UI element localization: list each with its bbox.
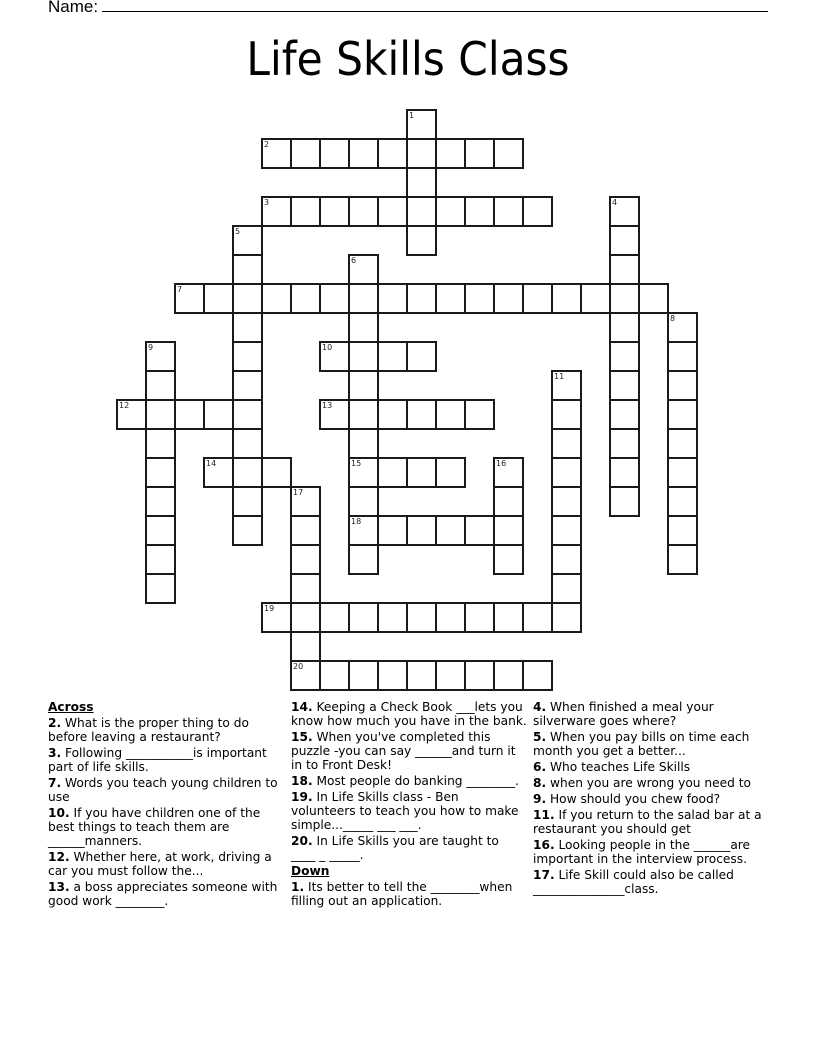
crossword-cell[interactable] bbox=[464, 602, 495, 633]
clue-number: 18 bbox=[351, 517, 362, 526]
crossword-cell[interactable] bbox=[638, 283, 669, 314]
crossword-cell[interactable] bbox=[609, 428, 640, 459]
crossword-cell[interactable] bbox=[290, 515, 321, 546]
clue-down-17: 17. Life Skill could also be called _______________class. bbox=[533, 868, 734, 896]
crossword-cell[interactable] bbox=[435, 138, 466, 169]
crossword-cell[interactable] bbox=[609, 225, 640, 256]
crossword-cell[interactable] bbox=[203, 457, 234, 488]
clue-number: 2 bbox=[264, 140, 270, 149]
crossword-cell[interactable] bbox=[551, 399, 582, 430]
crossword-cell[interactable] bbox=[348, 370, 379, 401]
crossword-cell[interactable] bbox=[464, 283, 495, 314]
crossword-cell[interactable] bbox=[232, 457, 263, 488]
crossword-cell[interactable] bbox=[348, 428, 379, 459]
crossword-cell[interactable] bbox=[348, 341, 379, 372]
crossword-cell[interactable] bbox=[203, 283, 234, 314]
crossword-cell[interactable] bbox=[435, 515, 466, 546]
crossword-cell[interactable] bbox=[493, 138, 524, 169]
crossword-cell[interactable] bbox=[348, 399, 379, 430]
clue-across-20: 20. In Life Skills you are taught to ____ _ _____. bbox=[291, 834, 499, 862]
crossword-cell[interactable] bbox=[145, 428, 176, 459]
crossword-cell[interactable] bbox=[377, 515, 408, 546]
crossword-cell[interactable] bbox=[261, 602, 292, 633]
down-heading: Down bbox=[291, 864, 330, 878]
crossword-cell[interactable] bbox=[667, 515, 698, 546]
clue-number: 8 bbox=[670, 314, 676, 323]
crossword-cell[interactable] bbox=[406, 167, 437, 198]
clue-down-11: 11. If you return to the salad bar at a restaurant you should get bbox=[533, 808, 762, 836]
crossword-cell[interactable] bbox=[609, 283, 640, 314]
clue-number: 16 bbox=[496, 459, 507, 468]
crossword-cell[interactable] bbox=[348, 660, 379, 691]
clues-column-1 bbox=[48, 700, 280, 910]
crossword-cell[interactable] bbox=[261, 196, 292, 227]
crossword-cell[interactable] bbox=[203, 399, 234, 430]
clue-down-9: 9. How should you chew food? bbox=[533, 792, 721, 806]
crossword-cell[interactable] bbox=[667, 457, 698, 488]
clue-across-10: 10. If you have children one of the best things to teach them are ______manners. bbox=[48, 806, 261, 848]
crossword-cell[interactable] bbox=[232, 312, 263, 343]
clue-across-15: 15. When you've completed this puzzle -you can say ______and turn it in to Front Desk! bbox=[291, 730, 516, 772]
crossword-cell[interactable] bbox=[348, 138, 379, 169]
crossword-cell[interactable] bbox=[406, 660, 437, 691]
crossword-cell[interactable] bbox=[261, 138, 292, 169]
clue-across-14: 14. Keeping a Check Book ___lets you know how much you have in the bank. bbox=[291, 700, 527, 728]
clue-down-6: 6. Who teaches Life Skills bbox=[533, 760, 691, 774]
crossword-cell[interactable] bbox=[435, 602, 466, 633]
crossword-cell[interactable] bbox=[406, 109, 437, 140]
crossword-cell[interactable] bbox=[377, 399, 408, 430]
crossword-cell[interactable] bbox=[290, 138, 321, 169]
crossword-cell[interactable] bbox=[261, 457, 292, 488]
clue-across-13: 13. a boss appreciates someone with good work ________. bbox=[48, 880, 278, 908]
crossword-cell[interactable] bbox=[348, 602, 379, 633]
clue-across-18: 18. Most people do banking ________. bbox=[291, 774, 520, 788]
clue-number: 5 bbox=[235, 227, 241, 236]
crossword-cell[interactable] bbox=[319, 283, 350, 314]
crossword-cell[interactable] bbox=[145, 573, 176, 604]
crossword-cell[interactable] bbox=[406, 341, 437, 372]
clue-down-8: 8. when you are wrong you need to bbox=[533, 776, 751, 790]
crossword-cell[interactable] bbox=[377, 283, 408, 314]
crossword-cell[interactable] bbox=[406, 138, 437, 169]
crossword-cell[interactable] bbox=[667, 312, 698, 343]
clue-number: 19 bbox=[264, 604, 275, 613]
crossword-cell[interactable] bbox=[319, 399, 350, 430]
crossword-cell[interactable] bbox=[232, 428, 263, 459]
crossword-cell[interactable] bbox=[609, 341, 640, 372]
clue-down-16: 16. Looking people in the ______are important in the interview process. bbox=[533, 838, 751, 866]
crossword-cell[interactable] bbox=[609, 312, 640, 343]
clue-number: 4 bbox=[612, 198, 618, 207]
crossword-cell[interactable] bbox=[232, 486, 263, 517]
crossword-cell[interactable] bbox=[145, 486, 176, 517]
across-heading: Across bbox=[48, 700, 94, 714]
crossword-cell[interactable] bbox=[232, 341, 263, 372]
clue-across-3: 3. Following ___________is important part of life skills. bbox=[48, 746, 267, 774]
crossword-cell[interactable] bbox=[290, 544, 321, 575]
crossword-cell[interactable] bbox=[406, 515, 437, 546]
crossword-cell[interactable] bbox=[319, 660, 350, 691]
crossword-cell[interactable] bbox=[464, 399, 495, 430]
crossword-cell[interactable] bbox=[493, 602, 524, 633]
crossword-cell[interactable] bbox=[232, 283, 263, 314]
clue-number: 10 bbox=[322, 343, 333, 352]
crossword-cell[interactable] bbox=[493, 196, 524, 227]
crossword-cell[interactable] bbox=[290, 602, 321, 633]
crossword-cell[interactable] bbox=[667, 399, 698, 430]
crossword-cell[interactable] bbox=[319, 196, 350, 227]
crossword-cell[interactable] bbox=[377, 138, 408, 169]
clue-down-5: 5. When you pay bills on time each month you get a better... bbox=[533, 730, 750, 758]
crossword-cell[interactable] bbox=[667, 428, 698, 459]
crossword-cell[interactable] bbox=[551, 544, 582, 575]
crossword-cell[interactable] bbox=[551, 486, 582, 517]
crossword-cell[interactable] bbox=[348, 486, 379, 517]
crossword-cell[interactable] bbox=[551, 602, 582, 633]
crossword-cell[interactable] bbox=[493, 457, 524, 488]
crossword-cell[interactable] bbox=[377, 341, 408, 372]
crossword-cell[interactable] bbox=[551, 370, 582, 401]
page-title: Life Skills Class bbox=[246, 32, 570, 86]
clue-number: 3 bbox=[264, 198, 270, 207]
crossword-cell[interactable] bbox=[609, 486, 640, 517]
crossword-cell[interactable] bbox=[522, 602, 553, 633]
crossword-cell[interactable] bbox=[174, 283, 205, 314]
crossword-cell[interactable] bbox=[290, 660, 321, 691]
crossword-cell[interactable] bbox=[464, 196, 495, 227]
clue-number: 17 bbox=[293, 488, 304, 497]
crossword-cell[interactable] bbox=[522, 283, 553, 314]
crossword-cell[interactable] bbox=[551, 573, 582, 604]
crossword-cell[interactable] bbox=[319, 602, 350, 633]
crossword-cell[interactable] bbox=[290, 283, 321, 314]
crossword-cell[interactable] bbox=[232, 225, 263, 256]
clue-number: 14 bbox=[206, 459, 217, 468]
crossword-cell[interactable] bbox=[435, 660, 466, 691]
crossword-cell[interactable] bbox=[232, 254, 263, 285]
clue-number: 7 bbox=[177, 285, 183, 294]
clue-number: 13 bbox=[322, 401, 333, 410]
clue-number: 15 bbox=[351, 459, 362, 468]
crossword-cell[interactable] bbox=[377, 602, 408, 633]
clue-number: 20 bbox=[293, 662, 304, 671]
crossword-cell[interactable] bbox=[667, 544, 698, 575]
crossword-cell[interactable] bbox=[348, 515, 379, 546]
crossword-cell[interactable] bbox=[551, 457, 582, 488]
crossword-cell[interactable] bbox=[667, 486, 698, 517]
clue-down-1: 1. Its better to tell the ________when filling out an application. bbox=[291, 880, 513, 908]
crossword-cell[interactable] bbox=[609, 254, 640, 285]
crossword-cell[interactable] bbox=[493, 515, 524, 546]
crossword-cell[interactable] bbox=[551, 428, 582, 459]
crossword-cell[interactable] bbox=[464, 138, 495, 169]
crossword-cell[interactable] bbox=[493, 544, 524, 575]
crossword-cell[interactable] bbox=[406, 196, 437, 227]
crossword-cell[interactable] bbox=[493, 283, 524, 314]
crossword-cell[interactable] bbox=[348, 457, 379, 488]
clue-number: 6 bbox=[351, 256, 357, 265]
crossword-cell[interactable] bbox=[377, 457, 408, 488]
clue-across-12: 12. Whether here, at work, driving a car you must follow the... bbox=[48, 850, 272, 878]
crossword-cell[interactable] bbox=[435, 457, 466, 488]
clue-down-4: 4. When finished a meal your silverware goes where? bbox=[533, 700, 714, 728]
clue-number: 12 bbox=[119, 401, 130, 410]
crossword-cell[interactable] bbox=[348, 544, 379, 575]
crossword-cell[interactable] bbox=[435, 283, 466, 314]
crossword-cell[interactable] bbox=[319, 138, 350, 169]
crossword-cell[interactable] bbox=[522, 660, 553, 691]
crossword-cell[interactable] bbox=[348, 312, 379, 343]
crossword-cell[interactable] bbox=[290, 486, 321, 517]
crossword-cell[interactable] bbox=[290, 196, 321, 227]
crossword-cell[interactable] bbox=[348, 283, 379, 314]
crossword-cell[interactable] bbox=[464, 515, 495, 546]
crossword-cell[interactable] bbox=[145, 544, 176, 575]
clues-column-3 bbox=[533, 700, 773, 898]
clue-across-19: 19. In Life Skills class - Ben volunteers to teach you how to make simple..._____ ___ ___. bbox=[291, 790, 519, 832]
crossword-cell[interactable] bbox=[145, 341, 176, 372]
clue-number: 1 bbox=[409, 111, 415, 120]
crossword-cell[interactable] bbox=[667, 341, 698, 372]
crossword-cell[interactable] bbox=[319, 341, 350, 372]
crossword-cell[interactable] bbox=[261, 283, 292, 314]
clues-column-2 bbox=[291, 700, 527, 910]
clue-number: 9 bbox=[148, 343, 154, 352]
crossword-cell[interactable] bbox=[377, 196, 408, 227]
crossword-cell[interactable] bbox=[551, 515, 582, 546]
crossword-cell[interactable] bbox=[406, 399, 437, 430]
crossword-cell[interactable] bbox=[609, 399, 640, 430]
crossword-cell[interactable] bbox=[667, 370, 698, 401]
crossword-cell[interactable] bbox=[290, 573, 321, 604]
crossword-cell[interactable] bbox=[580, 283, 611, 314]
crossword-cell[interactable] bbox=[609, 196, 640, 227]
crossword-cell[interactable] bbox=[406, 602, 437, 633]
clue-across-7: 7. Words you teach young children to use bbox=[48, 776, 278, 804]
crossword-cell[interactable] bbox=[493, 660, 524, 691]
name-label: Name: bbox=[48, 0, 99, 16]
crossword-cell[interactable] bbox=[232, 370, 263, 401]
crossword-cell[interactable] bbox=[232, 399, 263, 430]
crossword-cell[interactable] bbox=[232, 515, 263, 546]
crossword-cell[interactable] bbox=[406, 225, 437, 256]
crossword-cell[interactable] bbox=[609, 370, 640, 401]
crossword-cell[interactable] bbox=[145, 370, 176, 401]
crossword-cell[interactable] bbox=[290, 631, 321, 662]
crossword-cell[interactable] bbox=[145, 515, 176, 546]
crossword-cell[interactable] bbox=[406, 457, 437, 488]
clue-number: 11 bbox=[554, 372, 565, 381]
crossword-cell[interactable] bbox=[406, 283, 437, 314]
crossword-cell[interactable] bbox=[551, 283, 582, 314]
crossword-cell[interactable] bbox=[145, 457, 176, 488]
crossword-cell[interactable] bbox=[609, 457, 640, 488]
crossword-cell[interactable] bbox=[522, 196, 553, 227]
crossword-cell[interactable] bbox=[116, 399, 147, 430]
clue-across-2: 2. What is the proper thing to do before leaving a restaurant? bbox=[48, 716, 249, 744]
crossword-cell[interactable] bbox=[464, 660, 495, 691]
crossword-cell[interactable] bbox=[348, 254, 379, 285]
crossword-cell[interactable] bbox=[435, 196, 466, 227]
crossword-cell[interactable] bbox=[493, 486, 524, 517]
crossword-cell[interactable] bbox=[348, 196, 379, 227]
crossword-cell[interactable] bbox=[435, 399, 466, 430]
crossword-cell[interactable] bbox=[174, 399, 205, 430]
crossword-cell[interactable] bbox=[377, 660, 408, 691]
crossword-cell[interactable] bbox=[145, 399, 176, 430]
